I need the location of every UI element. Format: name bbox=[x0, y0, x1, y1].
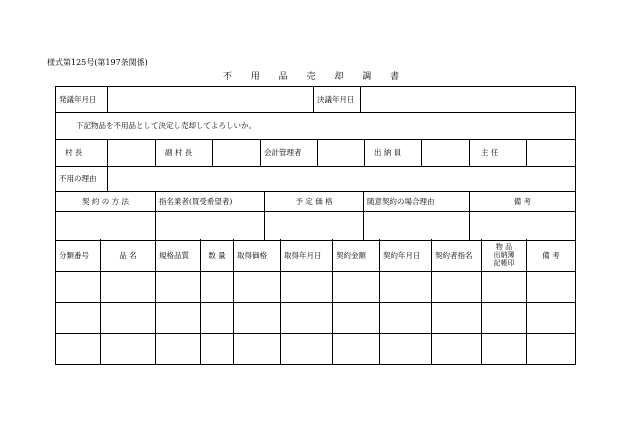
cell[interactable] bbox=[281, 334, 333, 365]
col-remarks: 備 考 bbox=[527, 239, 576, 272]
proposal-date-label: 発議年月日 bbox=[56, 87, 108, 113]
contract-table bbox=[55, 191, 576, 241]
col-acq-date: 取得年月日 bbox=[281, 239, 333, 272]
col-qty: 数 量 bbox=[201, 239, 234, 272]
cell[interactable] bbox=[527, 303, 576, 334]
cell[interactable] bbox=[101, 272, 156, 303]
cell[interactable] bbox=[101, 334, 156, 365]
deputy-mayor-seal-box[interactable] bbox=[213, 139, 261, 167]
chief-seal-box[interactable] bbox=[527, 139, 576, 167]
col-contractor: 契約者指名 bbox=[432, 239, 482, 272]
col-item-name: 品 名 bbox=[101, 239, 156, 272]
cell[interactable] bbox=[201, 303, 234, 334]
statement-text: 下記物品を不用品として決定し売却してよろしいか。 bbox=[56, 111, 576, 140]
reason-label: 不用の理由 bbox=[56, 166, 108, 192]
cell[interactable] bbox=[101, 303, 156, 334]
cell[interactable] bbox=[234, 334, 281, 365]
cell[interactable] bbox=[333, 272, 380, 303]
estimated-price-field[interactable] bbox=[265, 212, 364, 241]
contract-remarks-header: 備 考 bbox=[470, 191, 576, 212]
cell[interactable] bbox=[56, 272, 101, 303]
form-code: 様式第125号(第197条関係) bbox=[47, 58, 148, 67]
private-contract-reason-field[interactable] bbox=[364, 212, 470, 241]
page-title: 不 用 品 売 却 調 書 bbox=[222, 72, 408, 82]
cell[interactable] bbox=[156, 334, 201, 365]
ledger-seal-line3: 記帳印 bbox=[493, 259, 515, 267]
statement-table bbox=[55, 111, 576, 140]
cell[interactable] bbox=[432, 272, 482, 303]
mayor-label: 村 長 bbox=[56, 139, 108, 167]
cell[interactable] bbox=[56, 334, 101, 365]
col-contract-amount: 契約金額 bbox=[333, 239, 380, 272]
cashier-seal-box[interactable] bbox=[422, 139, 470, 167]
cell[interactable] bbox=[527, 334, 576, 365]
ledger-seal-line1: 物 品 bbox=[495, 243, 513, 251]
table-row bbox=[56, 272, 576, 303]
accountant-seal-box[interactable] bbox=[318, 139, 365, 167]
col-contract-date: 契約年月日 bbox=[380, 239, 432, 272]
decision-date-field[interactable] bbox=[361, 87, 576, 113]
cell[interactable] bbox=[380, 334, 432, 365]
cell[interactable] bbox=[333, 334, 380, 365]
accountant-label: 会計管理者 bbox=[261, 139, 318, 167]
cell[interactable] bbox=[482, 303, 527, 334]
cell[interactable] bbox=[432, 303, 482, 334]
cell[interactable] bbox=[156, 272, 201, 303]
items-table bbox=[55, 239, 576, 365]
cell[interactable] bbox=[234, 303, 281, 334]
table-row bbox=[56, 303, 576, 334]
ledger-seal-line2: 出納簿 bbox=[493, 251, 515, 259]
cell[interactable] bbox=[380, 303, 432, 334]
proposal-date-field[interactable] bbox=[108, 87, 314, 113]
col-acq-price: 取得価格 bbox=[234, 239, 281, 272]
cell[interactable] bbox=[333, 303, 380, 334]
approval-table bbox=[55, 139, 576, 167]
contract-method-field[interactable] bbox=[56, 212, 156, 241]
private-contract-reason-header: 随意契約の場合理由 bbox=[364, 191, 470, 212]
contract-remarks-field[interactable] bbox=[470, 212, 576, 241]
cell[interactable] bbox=[527, 272, 576, 303]
cell[interactable] bbox=[482, 272, 527, 303]
chief-label: 主 任 bbox=[470, 139, 527, 167]
dates-table bbox=[55, 86, 576, 113]
cell[interactable] bbox=[281, 303, 333, 334]
cell[interactable] bbox=[482, 334, 527, 365]
contract-method-header: 契 約 の 方 法 bbox=[56, 191, 156, 212]
table-row bbox=[56, 334, 576, 365]
designated-vendor-header: 指名業者(買受希望者) bbox=[156, 191, 265, 212]
estimated-price-header: 予 定 価 格 bbox=[265, 191, 364, 212]
col-class-no: 分類番号 bbox=[56, 239, 101, 272]
deputy-mayor-label: 副 村 長 bbox=[156, 139, 213, 167]
reason-table bbox=[55, 166, 576, 192]
cell[interactable] bbox=[234, 272, 281, 303]
cell[interactable] bbox=[432, 334, 482, 365]
cell[interactable] bbox=[56, 303, 101, 334]
cell[interactable] bbox=[281, 272, 333, 303]
cell[interactable] bbox=[156, 303, 201, 334]
mayor-seal-box[interactable] bbox=[108, 139, 156, 167]
cell[interactable] bbox=[201, 272, 234, 303]
col-spec: 規格品質 bbox=[156, 239, 201, 272]
reason-field[interactable] bbox=[108, 166, 576, 192]
cell[interactable] bbox=[380, 272, 432, 303]
decision-date-label: 決議年月日 bbox=[314, 87, 361, 113]
col-ledger-seal bbox=[482, 239, 527, 272]
cell[interactable] bbox=[201, 334, 234, 365]
cashier-label: 出 納 員 bbox=[365, 139, 422, 167]
designated-vendor-field[interactable] bbox=[156, 212, 265, 241]
